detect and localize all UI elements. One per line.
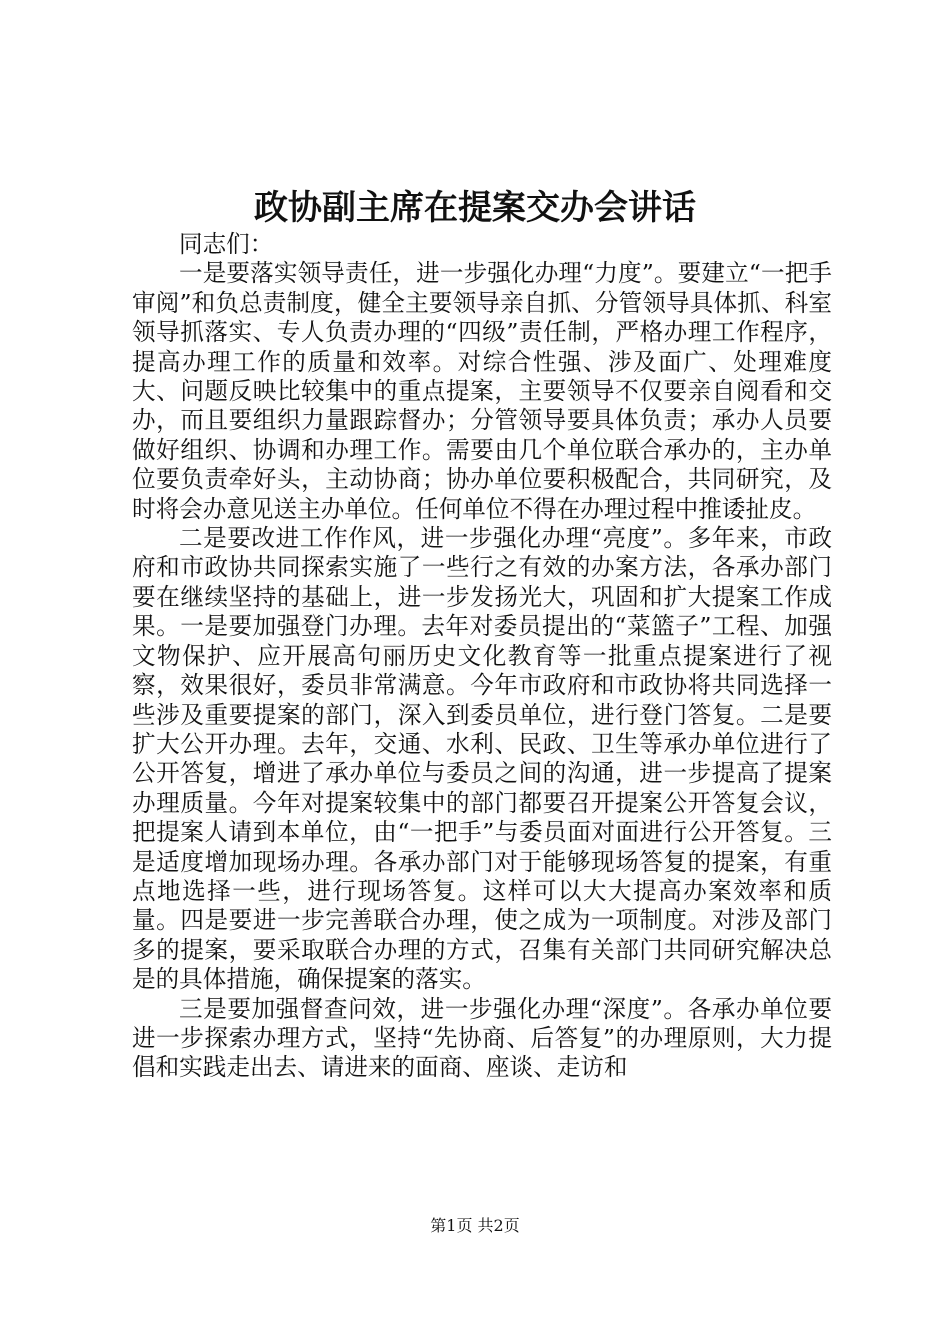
- paragraph-1: 一是要落实领导责任，进一步强化办理“力度”。要建立“一把手审阅”和负总责制度，健全主要领导亲自抓、分管领导具体抓、科室领导抓落实、专人负责办理的“四级”责任制，严格办理工作程序，提高办理工作的质量和效率。对综合性强、涉及面广、处理难度大、问题反映比较集中的重点提案，主要领导不仅要亲自阅看和交办，而且要组织力量跟踪督办；分管领导要具体负责；承办人员要做好组织、协调和办理工作。需要由几个单位联合承办的，主办单位要负责牵好头，主动协商；协办单位要积极配合，共同研究，及时将会办意见送主办单位。任何单位不得在办理过程中推诿扯皮。: [132, 259, 832, 523]
- page-footer: 第1页 共2页: [430, 1216, 520, 1235]
- document-body: [132, 230, 832, 1083]
- paragraph-3: 三是要加强督查问效，进一步强化办理“深度”。各承办单位要进一步探索办理方式，坚持“先协商、后答复”的办理原则，大力提倡和实践走出去、请进来的面商、座谈、走访和: [132, 994, 832, 1082]
- salutation: 同志们：: [179, 230, 274, 258]
- document-title: 政协副主席在提案交办会讲话: [254, 188, 696, 228]
- paragraph-2: 二是要改进工作作风，进一步强化办理“亮度”。多年来，市政府和市政协共同探索实施了一些行之有效的办案方法，各承办部门要在继续坚持的基础上，进一步发扬光大，巩固和扩大提案工作成果。一是要加强登门办理。去年对委员提出的“菜篮子”工程、加强文物保护、应开展高句丽历史文化教育等一批重点提案进行了视察，效果很好，委员非常满意。今年市政府和市政协将共同选择一些涉及重要提案的部门，深入到委员单位，进行登门答复。二是要扩大公开办理。去年，交通、水利、民政、卫生等承办单位进行了公开答复，增进了承办单位与委员之间的沟通，进一步提高了提案办理质量。今年对提案较集中的部门都要召开提案公开答复会议，把提案人请到本单位，由“一把手”与委员面对面进行公开答复。三是适度增加现场办理。各承办部门对于能够现场答复的提案，有重点地选择一些，进行现场答复。这样可以大大提高办案效率和质量。四是要进一步完善联合办理，使之成为一项制度。对涉及部门多的提案，要采取联合办理的方式，召集有关部门共同研究解决总是的具体措施，确保提案的落实。: [132, 524, 832, 994]
